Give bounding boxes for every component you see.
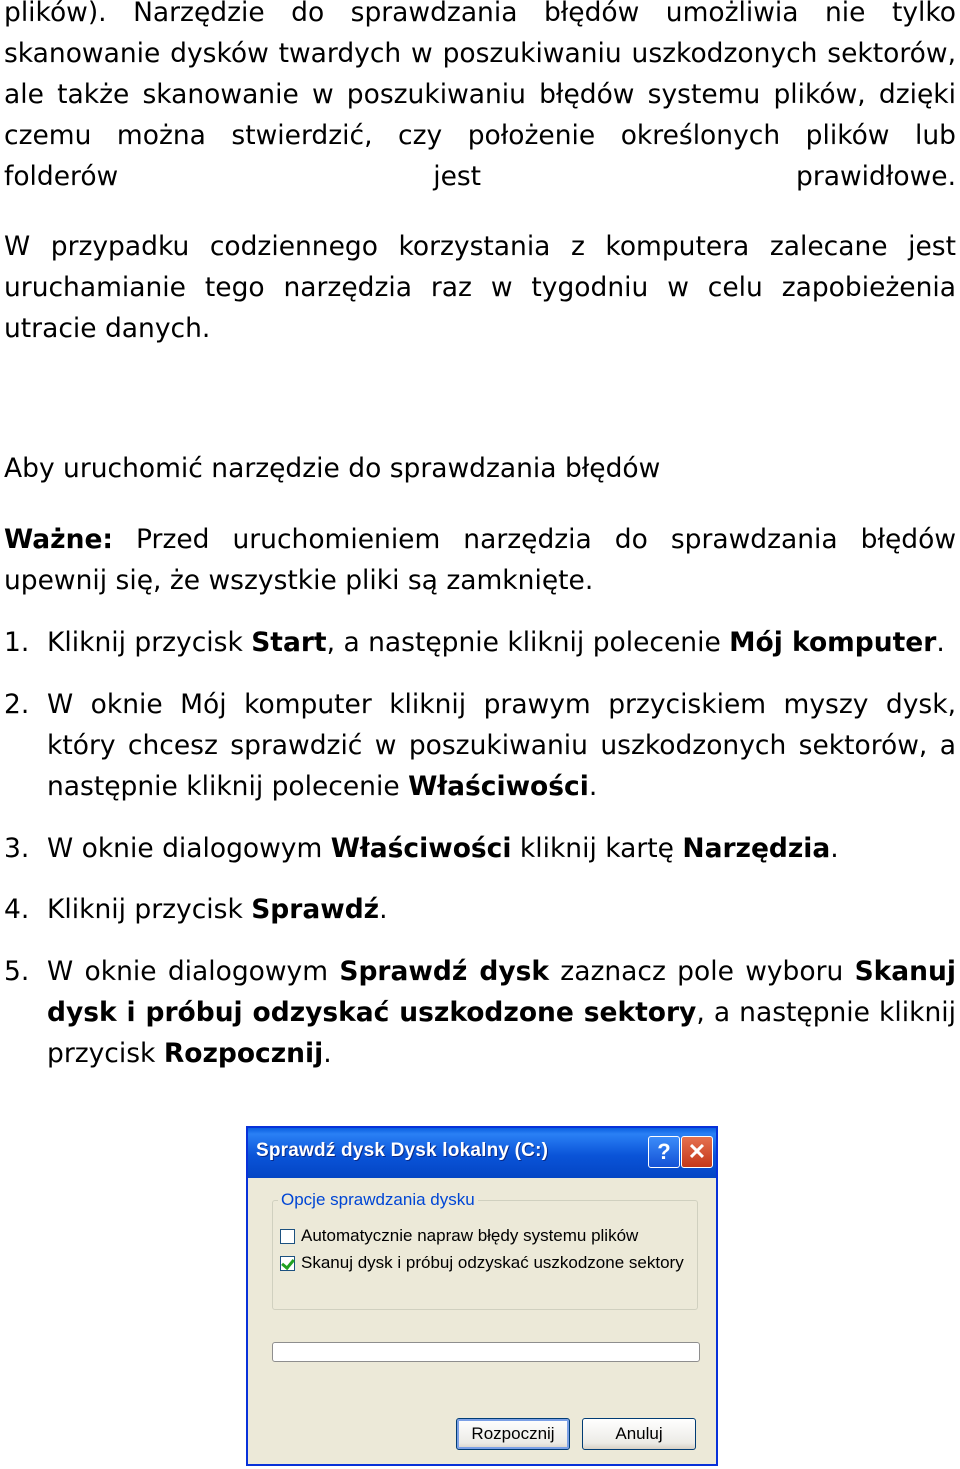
step-text-part: . [379,894,388,925]
auto-fix-label: Automatycznie napraw błędy systemu plików [301,1226,639,1245]
step-text-part: . [936,627,945,658]
step-text-part: . [588,771,598,802]
progress-bar [272,1342,700,1362]
option-scan-bad-sectors[interactable] [280,1253,684,1273]
step-bold-part: Mój komputer [729,627,937,658]
step-text-part: . [830,833,839,864]
step-text [47,622,956,663]
section-heading: Aby uruchomić narzędzie do sprawdzania błędów [4,453,661,484]
step-text-part: W oknie dialogowym [47,956,340,987]
step-text [47,828,956,869]
step-text-part: , a następnie kliknij przycisk [47,997,956,1069]
option-auto-fix[interactable] [280,1226,638,1246]
step-text-part: , a następnie kliknij polecenie [326,627,730,658]
scan-bad-sectors-checkbox[interactable] [280,1256,295,1271]
auto-fix-checkbox[interactable] [280,1229,295,1244]
check-disk-dialog [246,1126,718,1466]
step-text-part: W oknie Mój komputer kliknij prawym przyciskiem myszy dysk, który chcesz sprawdzić w poszukiwaniu uszkodzonych sektorów, a następnie kliknij polecenie [47,689,956,802]
step-3 [4,828,956,869]
step-bold-part: Narzędzia [682,833,831,864]
cancel-button[interactable]: Anuluj [582,1418,696,1450]
step-bold-part: Skanuj dysk i próbuj odzyskać uszkodzone sektory [47,956,957,1028]
step-text-part: . [323,1038,332,1069]
step-bold-part: Sprawdź [251,894,380,925]
step-text-part: Kliknij przycisk [47,627,252,658]
dialog-titlebar[interactable] [248,1128,716,1178]
step-2 [4,684,956,807]
start-button[interactable]: Rozpocznij [456,1418,570,1450]
close-button[interactable]: ✕ [681,1136,713,1168]
step-text [47,951,956,1074]
step-text [47,684,956,807]
step-number: 3. [4,833,30,864]
paragraph-important [4,519,956,601]
step-5 [4,951,956,1074]
step-4 [4,889,956,930]
step-text-part: Kliknij przycisk [47,894,252,925]
important-text: Przed uruchomieniem narzędzia do sprawdzania błędów upewnij się, że wszystkie pliki są zamknięte. [4,524,956,596]
dialog-title: Sprawdź dysk Dysk lokalny (C:) [256,1140,549,1161]
step-text-part: zaznacz pole wyboru [549,956,855,987]
step-bold-part: Właściwości [408,771,589,802]
step-1 [4,622,956,663]
paragraph-recommendation: W przypadku codziennego korzystania z komputera zalecane jest uruchamianie tego narzędzia raz w tygodniu w celu zapobieżenia utracie danych. [4,231,956,344]
step-number: 4. [4,894,30,925]
important-label: Ważne: [4,524,114,555]
scan-bad-sectors-label: Skanuj dysk i próbuj odzyskać uszkodzone sektory [301,1253,684,1272]
step-text [47,889,956,930]
step-text-part: kliknij kartę [511,833,683,864]
step-bold-part: Właściwości [330,833,512,864]
options-group-label: Opcje sprawdzania dysku [278,1190,478,1210]
paragraph-intro: plików). Narzędzie do sprawdzania błędów umożliwia nie tylko skanowanie dysków twardych w poszukiwaniu uszkodzonych sektorów, ale także skanowanie w poszukiwaniu błędów systemu plików, dzięki czemu można stwierdzić, czy położenie określonych plików lub folderów jest prawidłowe. [4,0,956,192]
step-number: 5. [4,956,30,987]
step-bold-part: Start [251,627,327,658]
step-text-part: W oknie dialogowym [47,833,331,864]
help-button[interactable]: ? [648,1136,680,1168]
step-number: 2. [4,689,30,720]
step-bold-part: Sprawdź dysk [339,956,549,987]
step-number: 1. [4,627,30,658]
step-bold-part: Rozpocznij [163,1038,324,1069]
